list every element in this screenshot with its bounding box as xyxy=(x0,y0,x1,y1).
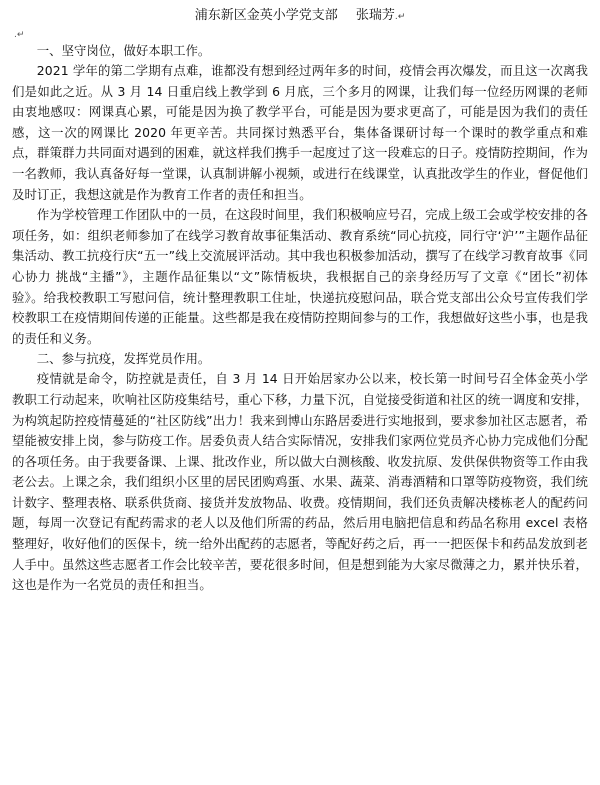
section-1-paragraph-2: 作为学校管理工作团队中的一员，在这段时间里，我们积极响应号召，完成上级工会或学校安排的各项任务，如：组织老师参加了在线学习教育故事征集活动、教育系统“同心抗疫，同行守‘沪’”主题作品征集活动、教工抗疫行庆“五一”线上交流展评活动。其中我也积极参加活动，撰写了在线学习教育故事《同心协力 挑战“主播”》，主题作品征集以“文”陈情板块，我根据自己的亲身经历写了文章《“团长”初体验》。给我校教职工写慰问信，统计整理教职工住址，快递抗疫慰问品，联合党支部出公众号宣传我们学校教职工在疫情期间传递的正能量。这些都是我在疫情防控期间参与的工作，我想做好这些小事，也是我的责任和义务。 xyxy=(12,207,588,346)
paragraph-mark: .↵ xyxy=(394,12,406,22)
document-title xyxy=(12,6,588,27)
section-2-heading: 二、参与抗疫，发挥党员作用。 xyxy=(36,351,211,367)
blank-line: .↵ xyxy=(14,30,25,40)
section-2-paragraph-1: 疫情就是命令，防控就是责任，自 3 月 14 日开始居家办公以来，校长第一时间号召全体金英小学教职工行动起来，吹响社区防疫集结号，重心下移，力量下沉，自觉接受街道和社区的统一调度和安排，为构筑起防控疫情蔓延的“社区防线”出力！我来到博山东路居委进行实地报到，要求参加社区志愿者，希望能被安排上岗，参与防疫工作。居委负责人结合实际情况，安排我们家两位党员齐心协力完成他们分配的各项任务。由于我要备课、上课、批改作业，所以做大白测核酸、收发抗原、发供保供物资等工作由我老公去。上课之余，我们组织小区里的居民团购鸡蛋、水果、蔬菜、消毒酒精和口罩等防疫物资，我们统计数字、整理表格、联系供货商、接货并发放物品、收费。疫情期间，我们还负责解决楼栋老人的配药问题，每周一次登记有配药需求的老人以及他们所需的药品，然后用电脑把信息和药品名称用 excel 表格整理好，收好他们的医保卡，统一给外出配药的志愿者，等配好药之后，再一一把医保卡和药品发放到老人手中。虽然这些志愿者工作会比较辛苦，要花很多时间，但是想到能为大家尽微薄之力，累并快乐着，这也是作为一名党员的责任和担当。 xyxy=(12,371,588,593)
title-text: 浦东新区金英小学党支部 张瑞芳 xyxy=(194,8,395,23)
section-1-paragraph-1: 2021 学年的第二学期有点难，谁都没有想到经过两年多的时间，疫情会再次爆发，而且这一次离我们是如此之近。从 3 月 14 日重启线上教学到 6 月底，三个多月的网课，让我们每一位经历网课的老师由衷地感叹：网课真心累，可能是因为换了教学平台，可能是因为要求更高了，可能是因为我们的责任感，这一次的网课比 2020 年更辛苦。共同探讨熟悉平台，集体备课研讨每一个课时的教学重点和难点，群策群力共同面对遇到的困难，就这样我们携手一起度过了这一段难忘的日子。疫情防控期间，作为一名教师，我认真备好每一堂课，认真制讲解小视频，或进行在线课堂，认真批改学生的作业，督促他们及时订正，我想这就是作为教育工作者的责任和担当。 xyxy=(12,63,588,202)
section-1-heading: 一、坚守岗位，做好本职工作。 xyxy=(36,43,211,58)
